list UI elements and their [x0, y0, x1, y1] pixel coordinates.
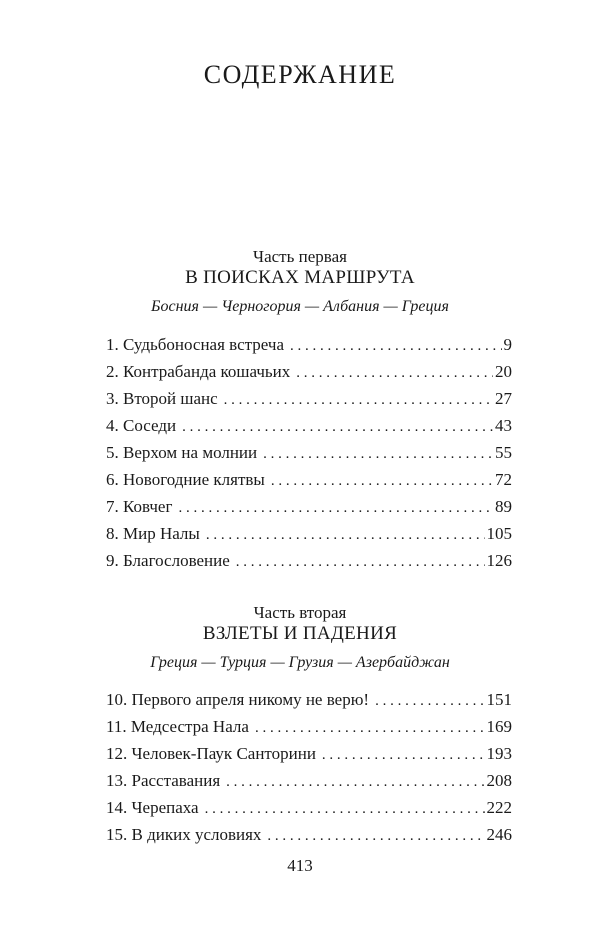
part-title: ВЗЛЕТЫ И ПАДЕНИЯ: [202, 623, 398, 644]
part-one-header: [0, 247, 600, 317]
chapter-title: 4. Соседи: [106, 416, 177, 435]
chapter-page: 27: [495, 389, 512, 408]
chapter-page: 151: [486, 690, 512, 709]
chapter-title: 13. Расставания: [106, 771, 221, 790]
chapter-page: 169: [486, 717, 512, 736]
toc-entry[interactable]: [106, 493, 512, 520]
chapter-page: 55: [495, 443, 512, 462]
toc-entry[interactable]: [106, 794, 512, 821]
leader-dots: [182, 414, 493, 441]
toc-entry[interactable]: [106, 358, 512, 385]
toc-entry[interactable]: [106, 686, 512, 713]
chapter-page: 193: [486, 744, 512, 763]
chapter-page: 208: [486, 771, 512, 790]
chapter-page: 89: [495, 497, 512, 516]
leader-dots: [267, 823, 484, 850]
leader-dots: [271, 468, 493, 495]
chapter-title: 12. Человек-Паук Санторини: [106, 744, 316, 763]
leader-dots: [322, 742, 485, 769]
leader-dots: [226, 769, 484, 796]
toc-part-one: [106, 331, 512, 574]
chapter-title: 6. Новогодние клятвы: [106, 470, 265, 489]
leader-dots: [375, 688, 484, 715]
page-title: СОДЕРЖАНИЕ: [203, 60, 397, 89]
toc-entry[interactable]: [106, 547, 512, 574]
chapter-page: 72: [495, 470, 512, 489]
chapter-page: 222: [486, 798, 512, 817]
chapter-page: 246: [486, 825, 512, 844]
chapter-title: 1. Судьбоносная встреча: [106, 335, 285, 354]
chapter-title: 15. В диких условиях: [106, 825, 262, 844]
leader-dots: [255, 715, 485, 742]
chapter-title: 14. Черепаха: [106, 798, 199, 817]
chapter-title: 10. Первого апреля никому не верю!: [106, 690, 370, 709]
leader-dots: [263, 441, 493, 468]
part-two-header: [0, 603, 600, 673]
chapter-title: 7. Ковчег: [106, 497, 173, 516]
toc-entry[interactable]: [106, 466, 512, 493]
chapter-page: 126: [486, 551, 512, 570]
toc-entry[interactable]: [106, 520, 512, 547]
chapter-page: 105: [486, 524, 512, 543]
toc-entry[interactable]: [106, 767, 512, 794]
leader-dots: [205, 796, 485, 823]
chapter-title: 5. Верхом на молнии: [106, 443, 258, 462]
toc-part-two: [106, 686, 512, 848]
part-route: Босния — Черногория — Албания — Греция: [151, 298, 449, 315]
leader-dots: [290, 333, 501, 360]
leader-dots: [236, 549, 485, 576]
toc-entry[interactable]: [106, 412, 512, 439]
toc-entry[interactable]: [106, 439, 512, 466]
page-number: 413: [287, 856, 313, 875]
toc-entry[interactable]: [106, 821, 512, 848]
part-title: В ПОИСКАХ МАРШРУТА: [185, 267, 415, 288]
part-route: Греция — Турция — Грузия — Азербайджан: [150, 654, 450, 671]
leader-dots: [296, 360, 493, 387]
chapter-title: 8. Мир Налы: [106, 524, 200, 543]
leader-dots: [178, 495, 493, 522]
toc-entry[interactable]: [106, 385, 512, 412]
chapter-page: 20: [495, 362, 512, 381]
toc-entry[interactable]: [106, 740, 512, 767]
chapter-page: 43: [495, 416, 512, 435]
chapter-title: 11. Медсестра Нала: [106, 717, 249, 736]
chapter-title: 2. Контрабанда кошачьих: [106, 362, 291, 381]
toc-entry[interactable]: [106, 331, 512, 358]
toc-entry[interactable]: [106, 713, 512, 740]
part-label: Часть первая: [253, 247, 347, 266]
chapter-title: 3. Второй шанс: [106, 389, 218, 408]
chapter-title: 9. Благословение: [106, 551, 230, 570]
leader-dots: [224, 387, 493, 414]
part-label: Часть вторая: [253, 603, 347, 622]
chapter-page: 9: [503, 335, 512, 354]
leader-dots: [206, 522, 485, 549]
